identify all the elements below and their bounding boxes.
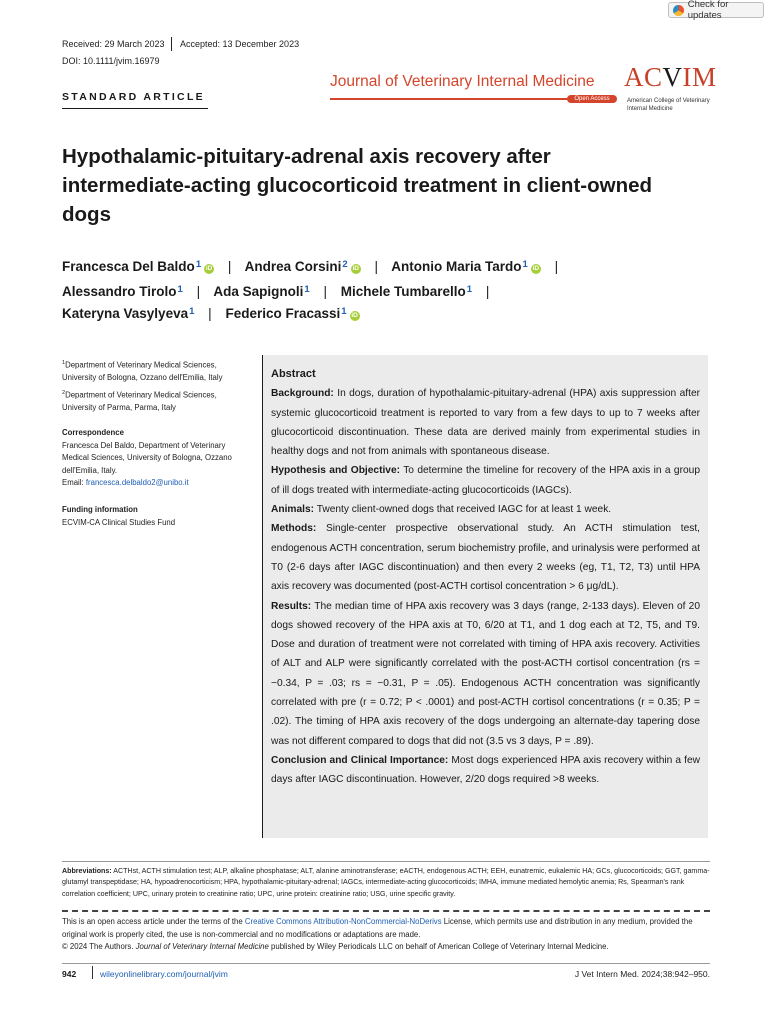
- affiliation-ref[interactable]: 1: [177, 284, 183, 295]
- author-separator: |: [323, 284, 327, 299]
- email-label: Email:: [62, 478, 84, 487]
- orcid-icon[interactable]: iD: [532, 265, 540, 272]
- footer-rule: [62, 963, 710, 964]
- citation: J Vet Intern Med. 2024;38:942–950.: [574, 969, 710, 979]
- section-text: Single-center prospective observational study. An ACTH stimulation test, endogenous ACTH concentration, serum biochemistry profile, and urinalysis were performed at T0 (2-6 days after IAGC discontinuation) and then every 2 weeks (eg, T1, T2, T3) until HPA axis recovery was documented (post-ACTH cortisol concentration > 6 μg/dL).: [271, 523, 700, 593]
- abbreviations-rule: [62, 861, 710, 862]
- affiliation-2: [62, 387, 252, 415]
- license-text: License, which permits use and distribution in any medium, provided the original work is properly cited, the use is non-commercial and no modifications or adaptations are made.: [62, 917, 693, 939]
- section-label: Animals:: [271, 504, 315, 516]
- author-name: Francesca Del Baldo: [62, 259, 195, 274]
- author-separator: |: [208, 306, 212, 321]
- section-label: Methods:: [271, 523, 317, 535]
- affiliation-number: 1: [62, 360, 66, 366]
- article-type: STANDARD ARTICLE: [62, 91, 205, 103]
- author-separator: |: [485, 284, 490, 299]
- orcid-icon[interactable]: iD: [205, 265, 213, 272]
- affiliation-ref[interactable]: 1: [341, 306, 347, 317]
- abstract-methods: [271, 519, 700, 596]
- affiliation-text: Department of Veterinary Medical Sciences, University of Bologna, Ozzano dell'Emilia, Italy: [62, 360, 223, 383]
- license-text: This is an open access article under the terms of the: [62, 917, 245, 926]
- section-label: Hypothesis and Objective:: [271, 465, 401, 477]
- abstract-heading: Abstract: [271, 368, 316, 380]
- abbreviations-label: Abbreviations:: [62, 867, 112, 875]
- section-label: Background:: [271, 388, 334, 400]
- check-for-updates-button[interactable]: [668, 0, 764, 21]
- author-name: Federico Fracassi: [225, 306, 341, 321]
- abbreviations-text: ACTHst, ACTH stimulation test; ALP, alkaline phosphatase; ALT, alanine aminotransferase; eACTH, endogenous ACTH; EEH, eunatremic, eukalemic HA; GCs, glucocorticoids; GGT, gamma-glutamyl transpeptidase; HA, hypoadrenocorticism; HPA, hypothalamic-pituitary-adrenal; IAGCs, intermediate-acting glucocorticoids; IMHA, immune mediated hemolytic anemia; Rs, Spearman's rank correlation coefficient; UPC, urinary protein to creatinine ratio; UPC, urine protein: creatinine ratio; USG, urine specific gravity.: [62, 867, 710, 898]
- abstract-hypothesis: [271, 461, 700, 500]
- author-line-1: [62, 259, 568, 274]
- abstract-background: [271, 384, 700, 461]
- correspondence: [62, 427, 252, 490]
- affiliation-ref[interactable]: 1: [522, 259, 528, 270]
- journal-website-link[interactable]: wileyonlinelibrary.com/journal/jvim: [100, 969, 228, 979]
- abstract-results: [271, 597, 700, 751]
- meta-separator: [171, 37, 172, 51]
- section-label: Conclusion and Clinical Importance:: [271, 754, 449, 766]
- author-name: Andrea Corsini: [244, 259, 342, 274]
- section-text: To determine the timeline for recovery of the HPA axis in a group of ill dogs treated with intermediate-acting glucocorticoids (IAGCs).: [271, 465, 700, 496]
- author-name: Ada Sapignoli: [213, 284, 304, 299]
- author-name: Alessandro Tirolo: [62, 284, 177, 299]
- dashed-divider: [62, 910, 710, 912]
- journal-name[interactable]: Journal of Veterinary Internal Medicine: [330, 73, 595, 90]
- acvim-logo-v: V: [662, 62, 683, 92]
- author-name: Kateryna Vasylyeva: [62, 306, 189, 321]
- author-name: Michele Tumbarello: [340, 284, 466, 299]
- abbreviations: [62, 866, 710, 900]
- author-line-2: [62, 284, 499, 299]
- footer-separator: [92, 966, 93, 979]
- received-date: Received: 29 March 2023: [62, 39, 165, 49]
- check-for-updates-label: Check for updates: [687, 0, 729, 21]
- abstract-rule: [262, 355, 263, 838]
- affiliation-ref[interactable]: 2: [342, 259, 348, 270]
- section-text: Most dogs experienced HPA axis recovery within a few days after IAGC discontinuation. However, 2/20 dogs required >8 weeks.: [271, 754, 700, 786]
- author-name: Antonio Maria Tardo: [391, 259, 522, 274]
- correspondence-label: Correspondence: [62, 428, 124, 437]
- affiliation-ref[interactable]: 1: [304, 284, 310, 295]
- page-number: 942: [62, 969, 77, 979]
- abstract: [271, 365, 700, 790]
- copyright-text: © 2024 The Authors.: [62, 942, 136, 952]
- abstract-animals: [271, 500, 700, 519]
- affiliation-ref[interactable]: 1: [195, 259, 202, 270]
- funding-text: ECVIM-CA Clinical Studies Fund: [62, 517, 176, 527]
- affiliation-ref[interactable]: 1: [466, 284, 473, 295]
- section-label: Results:: [271, 600, 312, 612]
- license-notice: [62, 916, 710, 954]
- article-title: Hypothalamic-pituitary-adrenal axis recovery after intermediate-acting glucocorticoid treatment in client-owned dogs: [62, 145, 653, 226]
- copyright-journal: Journal of Veterinary Internal Medicine: [135, 942, 269, 952]
- funding-information: [62, 504, 252, 529]
- correspondence-email-line: [62, 477, 252, 490]
- acvim-logo-subtitle: American College of Veterinary Internal Medicine: [627, 98, 710, 112]
- section-text: The median time of HPA axis recovery was 3 days (range, 2-133 days). Eleven of 20 dogs showed recovery of the HPA axis at T0, 6/20 at T1, and 1 dog each at T2, T5, and T9. Dose and duration of treatment were not correlated with timing of HPA axis recovery. Activities of ALT and ALP were significantly correlated with the post-ACTH cortisol concentration (rs = −0.34, P = .03; rs = −0.31, P = .05). Endogenous ACTH concentration was significantly correlated with pre (r = 0.72; P < .0001) and post-ACTH cortisol concentrations (r = 0.35; P = .02). The timing of HPA axis recovery of the dogs undergoing an alternate-day tapering dose was not different compared to dogs that did not (3.5 vs 3 days, P = .89).: [271, 600, 700, 747]
- abstract-conclusion: [271, 751, 700, 790]
- author-separator: |: [554, 259, 559, 274]
- open-access-badge: Open Access: [567, 95, 617, 103]
- affiliation-1: [62, 357, 252, 385]
- acvim-logo-b: IM: [682, 62, 717, 92]
- article-type-rule: [62, 108, 208, 109]
- acvim-logo-a: AC: [624, 62, 663, 92]
- author-separator: |: [374, 259, 378, 274]
- author-line-3: [62, 306, 360, 321]
- orcid-icon[interactable]: iD: [351, 312, 358, 319]
- section-text: Twenty client-owned dogs that received IAGC for at least 1 week.: [316, 504, 612, 516]
- affiliation-text: Department of Veterinary Medical Sciences, University of Parma, Parma, Italy: [62, 390, 217, 413]
- acvim-logo: [624, 62, 717, 93]
- license-link[interactable]: Creative Commons Attribution-NonCommercial-NoDerivs: [244, 917, 442, 926]
- affiliation-ref[interactable]: 1: [189, 306, 195, 317]
- author-separator: |: [196, 284, 201, 299]
- accepted-date: Accepted: 13 December 2023: [180, 39, 300, 49]
- email-link[interactable]: francesca.delbaldo2@unibo.it: [85, 478, 189, 487]
- author-separator: |: [227, 259, 232, 274]
- crossmark-icon: [673, 5, 684, 16]
- section-text: In dogs, duration of hypothalamic-pituitary-adrenal (HPA) axis suppression after systemic glucocorticoid treatment is reported to vary from a few days to up to 7 weeks after glucocorticoid discontinuation. These data are derived mainly from experimental studies in healthy dogs and not from animals with spontaneous disease.: [271, 388, 700, 458]
- orcid-icon[interactable]: iD: [352, 265, 359, 272]
- funding-label: Funding information: [62, 505, 138, 514]
- correspondence-text: Francesca Del Baldo, Department of Veterinary Medical Sciences, University of Bologna, Ozzano dell'Emilia, Italy.: [62, 440, 232, 475]
- affiliation-number: 2: [62, 390, 66, 396]
- copyright-text: published by Wiley Periodicals LLC on behalf of American College of Veterinary Internal Medicine.: [268, 942, 609, 952]
- doi[interactable]: DOI: 10.1111/jvim.16979: [62, 56, 160, 66]
